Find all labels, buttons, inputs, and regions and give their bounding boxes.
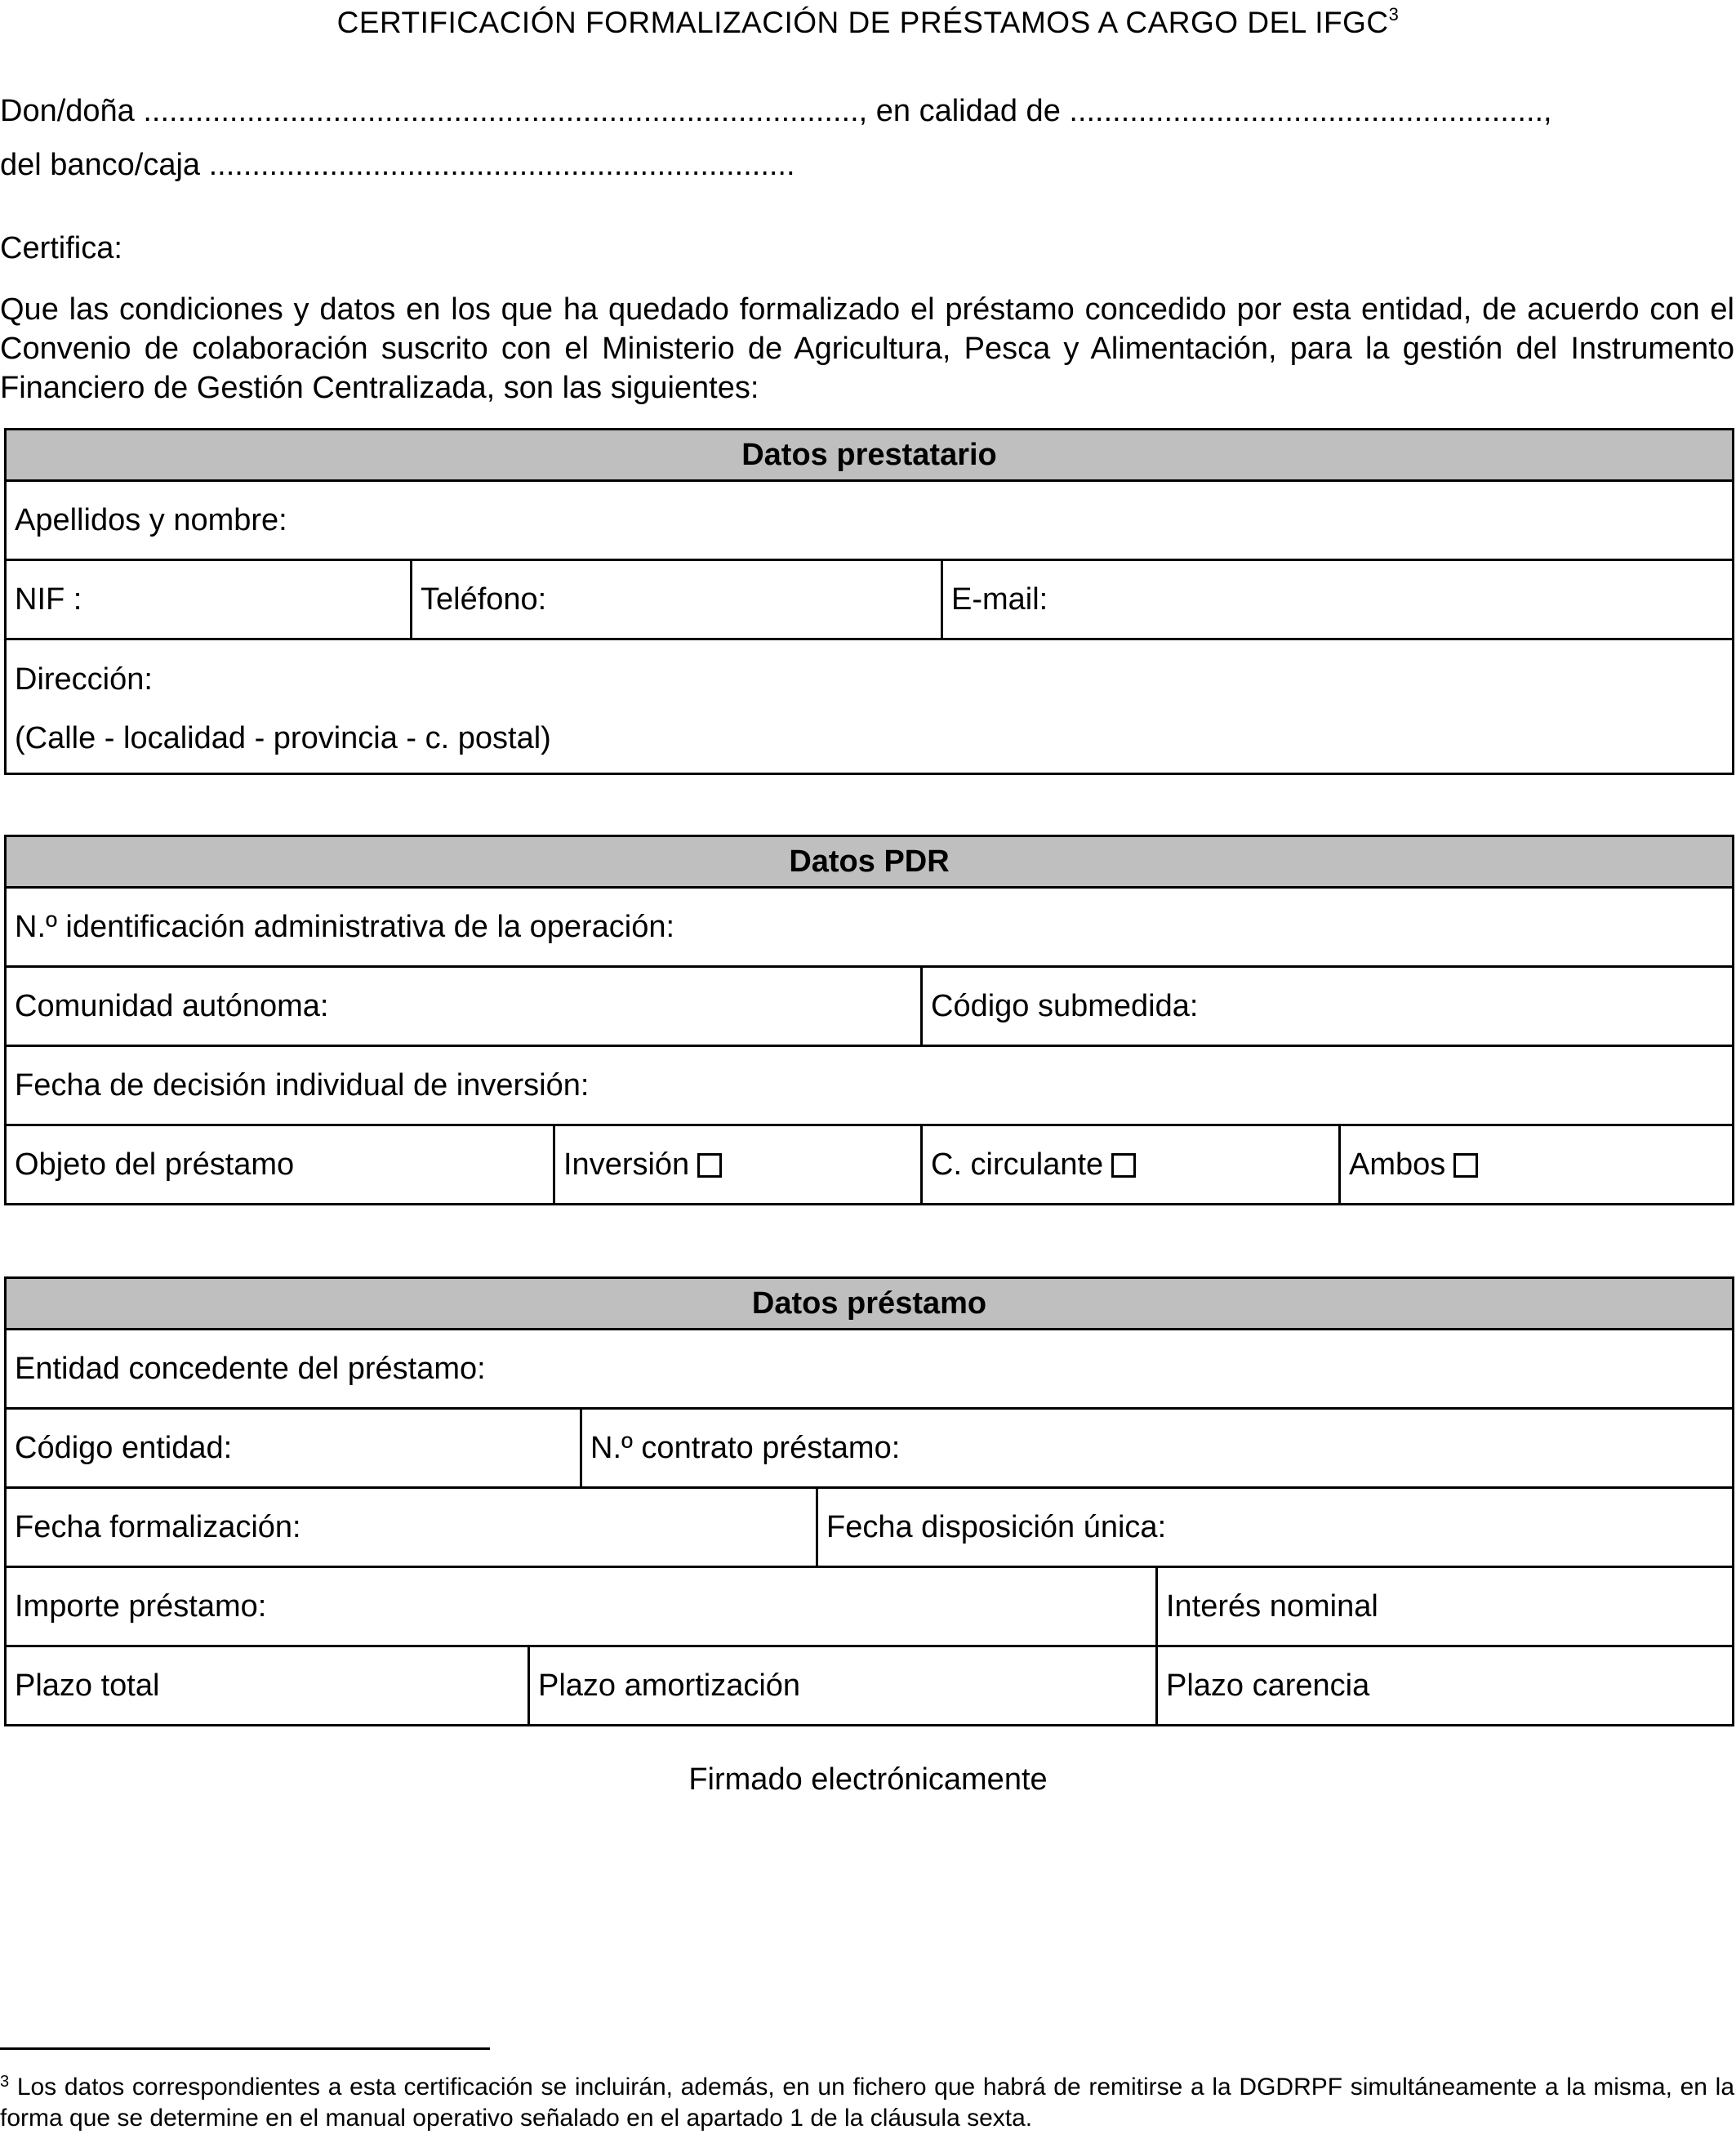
borrower-nif-field[interactable]: NIF : xyxy=(6,560,412,639)
footnote-divider xyxy=(0,2047,490,2050)
footnote-text: Los datos correspondientes a esta certificación se incluirán, además, en un fichero que habrá de remitirse a la DGDRPF simultáneamente a la misma, en la forma que se determine en el manual operativo señalado en el apartado 1 de la cláusula sexta. xyxy=(0,2074,1734,2132)
intro-line-bank: del banco/caja .................................................................... xyxy=(0,148,795,182)
grace-period-field[interactable]: Plazo carencia xyxy=(1157,1646,1734,1726)
single-disbursement-date-field[interactable]: Fecha disposición única: xyxy=(817,1488,1734,1567)
loan-purpose-label: Objeto del préstamo xyxy=(6,1125,554,1205)
working-capital-label: C. circulante xyxy=(931,1147,1104,1182)
operation-id-field[interactable]: N.º identificación administrativa de la operación: xyxy=(6,888,1734,967)
entity-code-field[interactable]: Código entidad: xyxy=(6,1409,581,1488)
nominal-interest-field[interactable]: Interés nominal xyxy=(1157,1567,1734,1646)
loan-amount-field[interactable]: Importe préstamo: xyxy=(6,1567,1157,1646)
borrower-data-header: Datos prestatario xyxy=(6,430,1734,481)
borrower-email-field[interactable]: E-mail: xyxy=(942,560,1734,639)
certification-paragraph: Que las condiciones y datos en los que ha quedado formalizado el préstamo concedido por esta entidad, de acuerdo con el Convenio de colaboración suscrito con el Ministerio de Agricultura, Pesca y Alimentación, para la gestión del Instrumento Financiero de Gestión Centralizada, son las siguientes: xyxy=(0,292,1734,405)
lending-entity-field[interactable]: Entidad concedente del préstamo: xyxy=(6,1330,1734,1409)
autonomous-community-field[interactable]: Comunidad autónoma: xyxy=(6,967,922,1046)
purpose-investment-option[interactable] xyxy=(554,1125,922,1205)
purpose-both-option[interactable] xyxy=(1340,1125,1734,1205)
loan-data-header: Datos préstamo xyxy=(6,1278,1734,1330)
title-text: CERTIFICACIÓN FORMALIZACIÓN DE PRÉSTAMOS A CARGO DEL IFGC xyxy=(336,6,1389,39)
investment-decision-date-field[interactable]: Fecha de decisión individual de inversión: xyxy=(6,1046,1734,1125)
both-checkbox[interactable] xyxy=(1453,1153,1478,1178)
loan-contract-number-field[interactable]: N.º contrato préstamo: xyxy=(581,1409,1734,1488)
borrower-data-table xyxy=(4,428,1734,775)
both-label: Ambos xyxy=(1349,1147,1446,1182)
footnote-reference: 3 xyxy=(1388,4,1400,25)
investment-checkbox[interactable] xyxy=(697,1153,722,1178)
working-capital-checkbox[interactable] xyxy=(1111,1153,1136,1178)
purpose-working-capital-option[interactable] xyxy=(922,1125,1340,1205)
address-label: Dirección: xyxy=(15,662,153,697)
borrower-address-field[interactable] xyxy=(6,639,1734,774)
amortization-term-field[interactable]: Plazo amortización xyxy=(529,1646,1157,1726)
formalization-date-field[interactable]: Fecha formalización: xyxy=(6,1488,817,1567)
investment-label: Inversión xyxy=(563,1147,690,1182)
footnote-number: 3 xyxy=(0,2073,10,2091)
total-term-field[interactable]: Plazo total xyxy=(6,1646,529,1726)
borrower-name-field[interactable]: Apellidos y nombre: xyxy=(6,481,1734,560)
address-hint: (Calle - localidad - provincia - c. postal) xyxy=(15,721,551,755)
borrower-phone-field[interactable]: Teléfono: xyxy=(412,560,942,639)
electronic-signature-note: Firmado electrónicamente xyxy=(688,1762,1048,1797)
pdr-data-table xyxy=(4,835,1734,1205)
loan-data-table xyxy=(4,1276,1734,1726)
certifica-label: Certifica: xyxy=(0,231,122,265)
pdr-data-header: Datos PDR xyxy=(6,836,1734,888)
submeasure-code-field[interactable]: Código submedida: xyxy=(922,967,1734,1046)
intro-line-name-role: Don/doña ..................................................................................., en calidad de ......................................................., xyxy=(0,94,1552,128)
footnote xyxy=(0,2066,1734,2134)
document-title xyxy=(0,4,1736,40)
